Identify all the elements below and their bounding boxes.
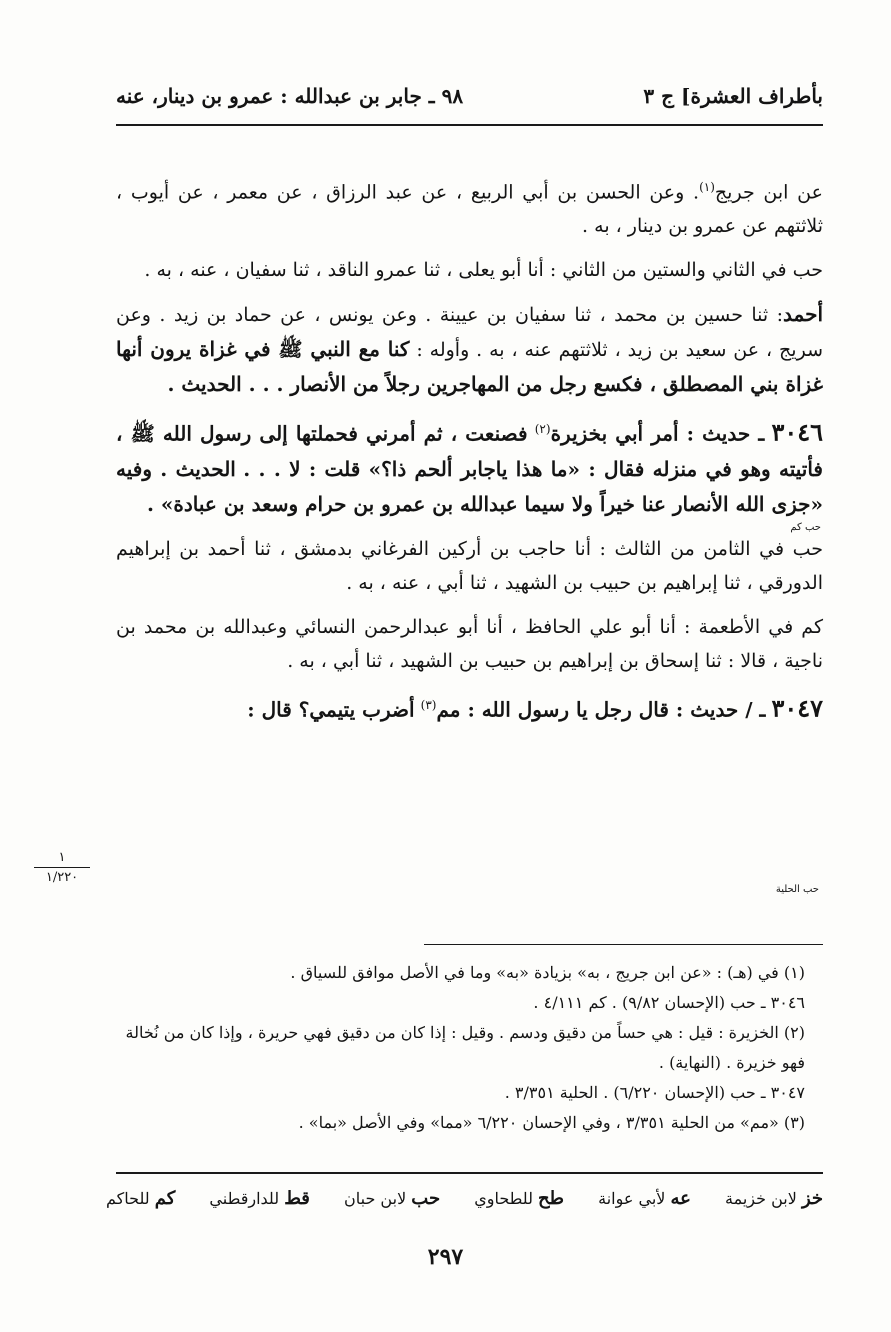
abbr-item: خز لابن خزيمة [725, 1188, 823, 1209]
interlinear-note: حب الحلية [775, 884, 819, 895]
paragraph-6: كم في الأطعمة : أنا أبو علي الحافظ ، أنا أبو عبدالرحمن النسائي وعبدالله بن محمد بن ناجية ، قالا : ثنا إسحاق بن إبراهيم بن حبيب بن الشهيد ، ثنا أبي ، به . [116, 615, 823, 672]
footnote-ref-2: (٢) [534, 422, 551, 437]
header-book-title: بأطراف العشرة] ج ٣ [643, 84, 823, 108]
footnotes [116, 958, 823, 1138]
hadith-number: ٣٠٤٧ [771, 692, 823, 722]
paragraph-1: عن ابن جريج$^{(١)}$. وعن الحسن بن أبي الربيع ، عن عبد الرزاق ، عن معمر ، عن أيوب ، ثلاثتهم عن عمرو بن دينار ، به . [116, 180, 823, 238]
footnote: (٣) «مم» من الحلية ٣/٣٥١ ، وفي الإحسان ٦/٢٢٠ «مما» وفي الأصل «بما» . [298, 1113, 805, 1132]
abbr-item: قط للدارقطني [209, 1188, 310, 1209]
header-rule [116, 124, 823, 126]
abbreviation-key [106, 1188, 823, 1209]
footnote-rule [424, 944, 823, 945]
paragraph-3: أحمد: ثنا حسين بن محمد ، ثنا سفيان بن عيينة . وعن يونس ، عن حماد بن زيد . وعن سريج ، عن سعيد بن زيد ، ثلاثتهم عنه ، به . وأوله : كنا مع النبي ﷺ في غزاة يرون أنها غزاة بني المصطلق ، فكسع رجل من المهاجرين رجلاً من الأنصار . . . الحديث . [116, 302, 823, 397]
paragraph-5: حب في الثامن من الثالث : أنا حاجب بن أركين الفرغاني بدمشق ، ثنا أحمد بن إبراهيم الدورقي ، ثنا إبراهيم بن حبيب بن الشهيد ، ثنا أبي ، عنه ، به . [116, 537, 823, 594]
footer-rule [116, 1172, 823, 1174]
hadith-number: ٣٠٤٦ [771, 417, 824, 447]
margin-divider [34, 867, 90, 868]
running-header [116, 84, 823, 118]
footnote-ref-1: (١) [699, 180, 715, 194]
footnote-ref-3: (٣) [420, 697, 437, 712]
paragraph-2: حب في الثاني والستين من الثاني : أنا أبو يعلى ، ثنا عمرو الناقد ، ثنا سفيان ، عنه ، به . [144, 259, 823, 282]
footnote: ٣٠٤٧ ـ حب (الإحسان ٦/٢٢٠) . الحلية ٣/٣٥١ . [504, 1083, 805, 1102]
abbr-item: طح للطحاوي [474, 1188, 564, 1209]
hadith-3047: ٣٠٤٧ ـ / حديث : قال رجل يا رسول الله : مم$^{(٣)}$ أضرب يتيمي؟ قال : [247, 692, 823, 722]
header-chapter-title: ٩٨ ـ جابر بن عبدالله : عمرو بن دينار، عنه [116, 84, 464, 108]
abbr-item: عه لأبي عوانة [598, 1188, 691, 1209]
footnote: ٣٠٤٦ ـ حب (الإحسان ٩/٨٢) . كم ٤/١١١ . [533, 993, 805, 1012]
margin-reference: ١ ١/٢٢٠ [30, 850, 94, 885]
hadith-3046: ٣٠٤٦ ـ حديث : أمر أبي بخزيرة$^{(٢)}$ فصنعت ، ثم أمرني فحملتها إلى رسول الله ﷺ ، فأتيته وهو في منزله فقال : «ما هذا ياجابر ألحم ذا؟» قلت : لا . . . الحديث . وفيه «جزى الله الأنصار عنا خيراً ولا سيما عبدالله بن عمرو بن حرام وسعد بن عبادة» . [116, 417, 824, 516]
abbr-item: كم للحاكم [106, 1188, 176, 1209]
footnote: (١) في (هـ) : «عن ابن جريج ، به» بزيادة «به» وما في الأصل موافق للسياق . [290, 963, 805, 982]
footnote: (٢) الخزيرة : قيل : هي حساً من دقيق ودسم . وقيل : إذا كان من دقيق فهي حريرة ، وإذا كان من نُخالة فهو خزيرة . (النهاية) . [125, 1023, 805, 1072]
interlinear-note: حب كم [790, 522, 821, 533]
main-text [116, 170, 823, 737]
page-number: ٢٩٧ [427, 1244, 464, 1270]
abbr-item: حب لابن حبان [344, 1188, 441, 1209]
